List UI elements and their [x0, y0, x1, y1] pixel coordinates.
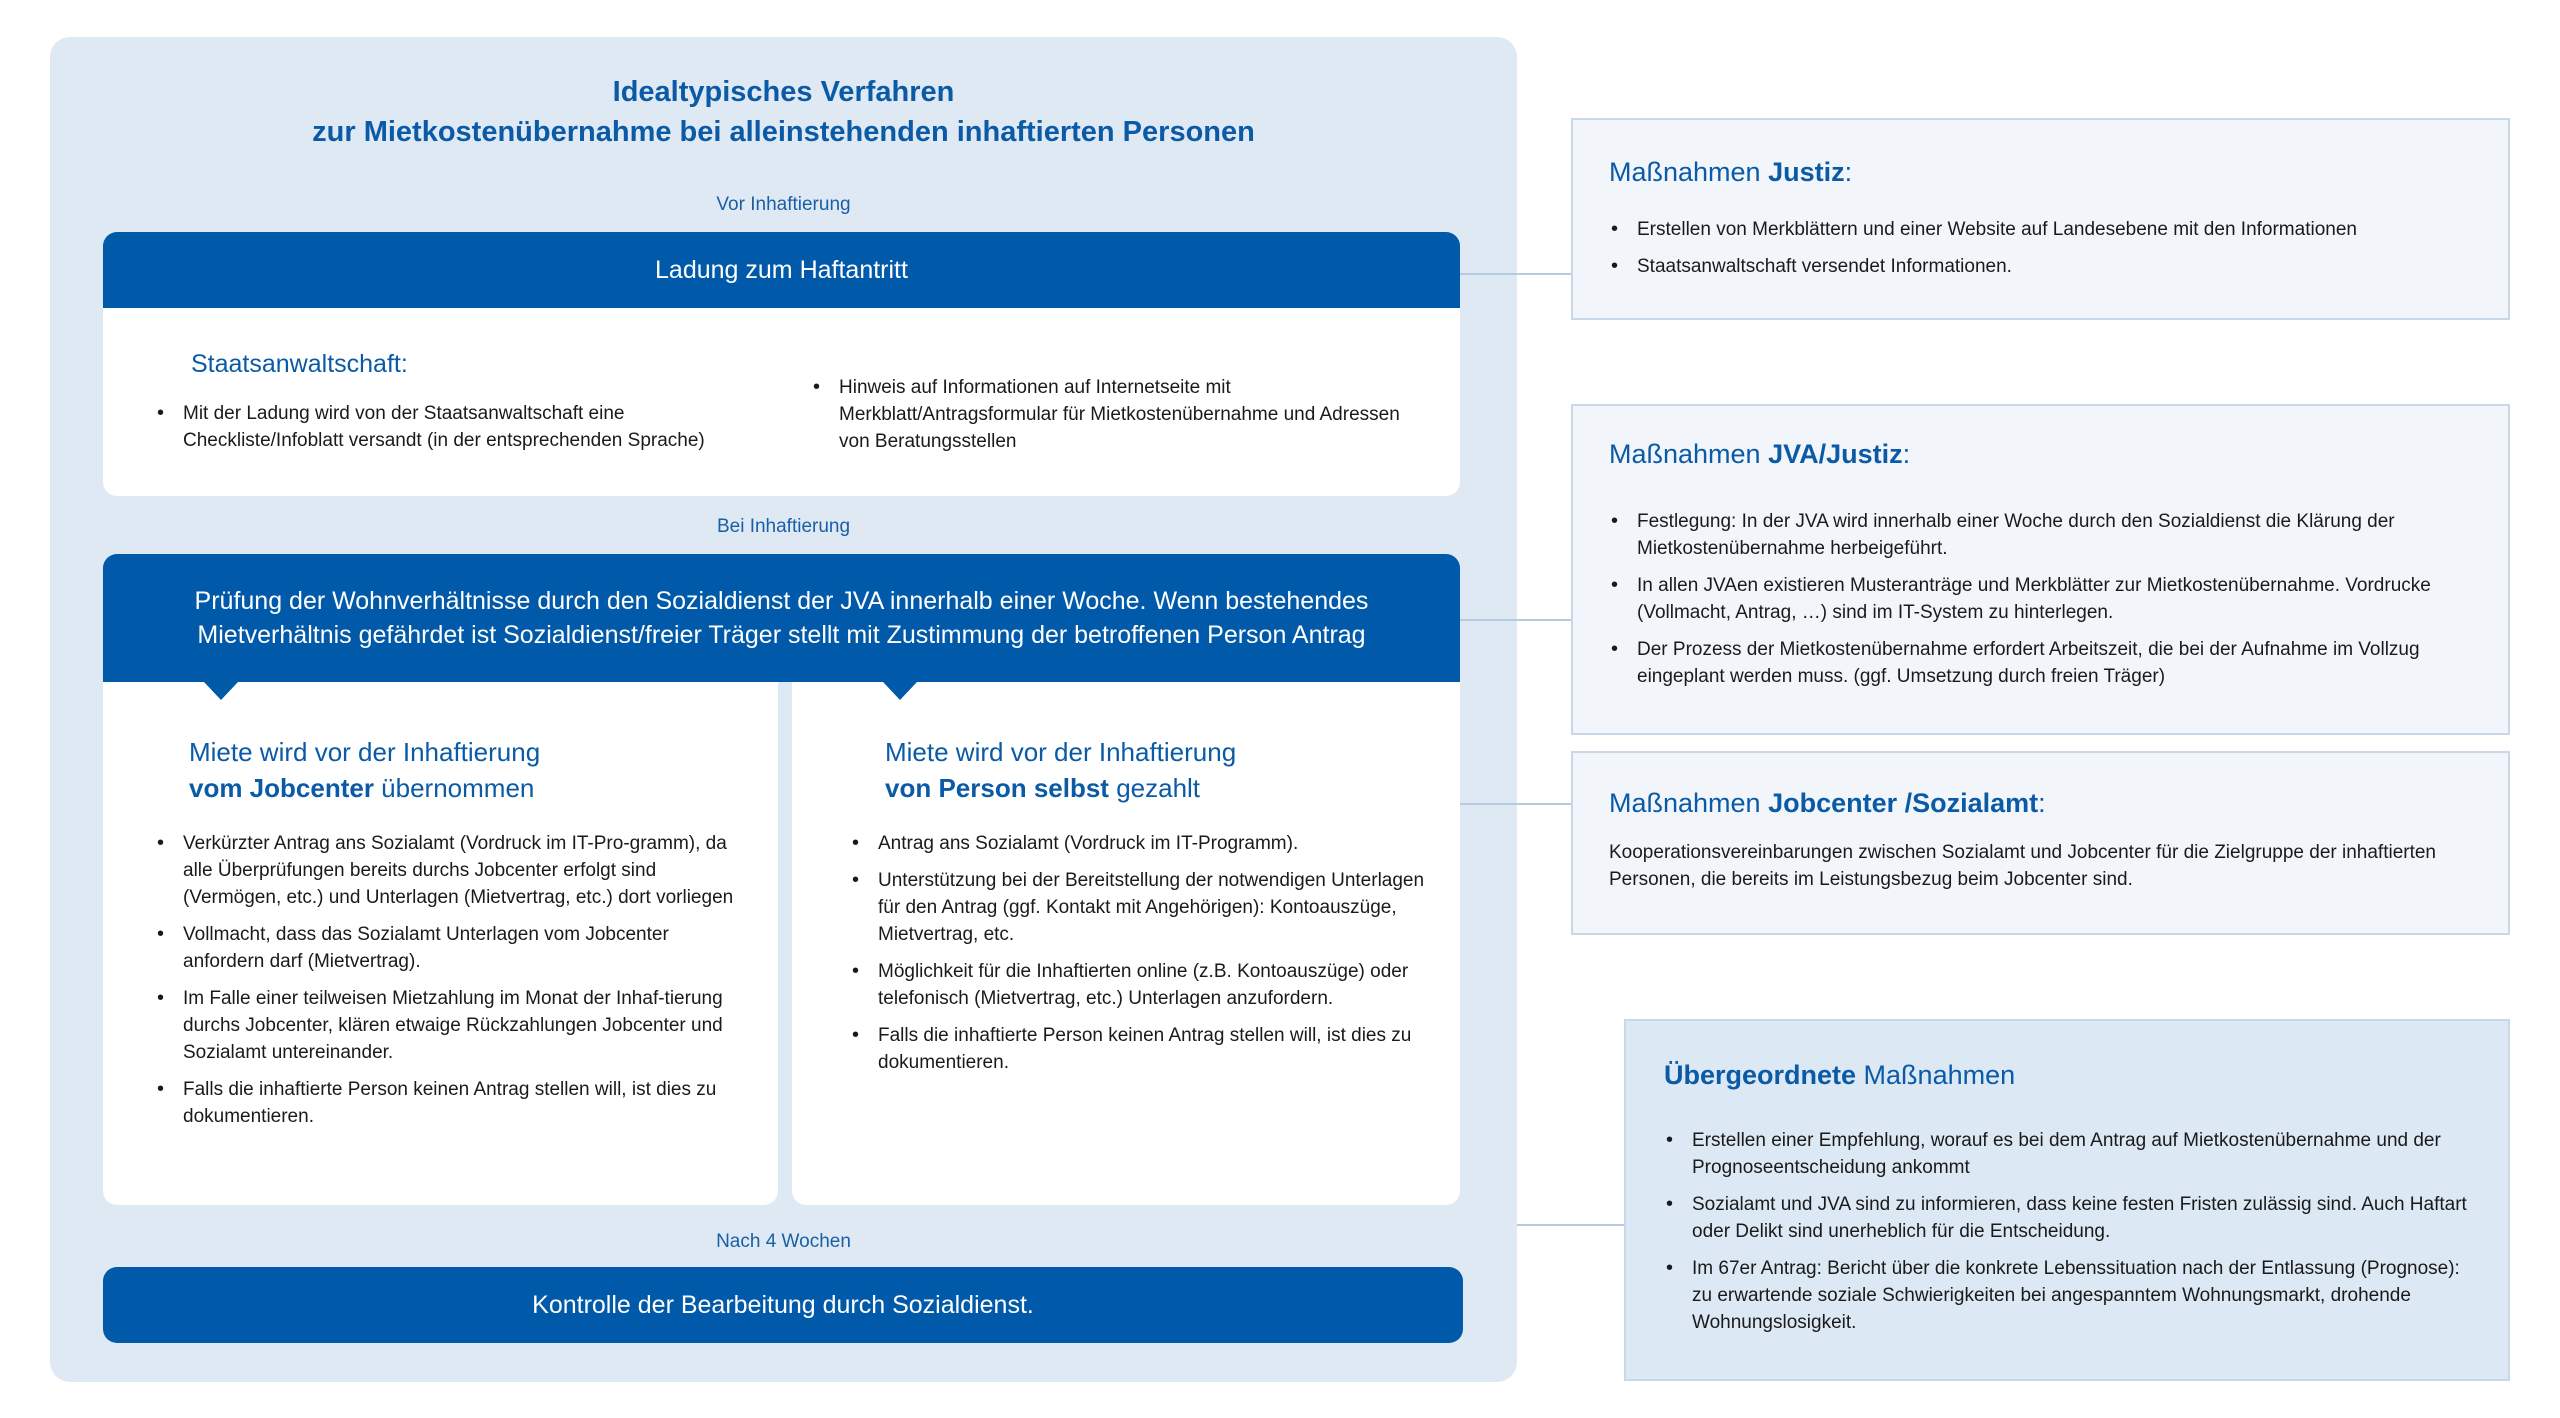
staatsanwaltschaft-left-list [155, 400, 775, 464]
list-item: • Der Prozess der Mietkostenübernahme erfordert Arbeitszeit, die bei der Aufnahme im Vollzug eingeplant werden muss. (ggf. Umsetzung durch freien Träger) [1609, 636, 2472, 690]
list-item: • Antrag ans Sozialamt (Vordruck im IT-Programm). [850, 830, 1430, 857]
phase-label-vor-inhaftierung: Vor Inhaftierung [716, 194, 851, 215]
list-item: • Hinweis auf Informationen auf Internetseite mit Merkblatt/Antragsformular für Mietkostenübernahme und Adressen von Beratungsstellen [811, 374, 1411, 455]
jva-heading-prefix: Maßnahmen [1609, 439, 1769, 469]
box-uebergeordnete-massnahmen [1624, 1019, 2510, 1381]
connector-line [1517, 1224, 1624, 1226]
card-staatsanwaltschaft [103, 308, 1460, 496]
list-item: • Verkürzter Antrag ans Sozialamt (Vordruck im IT-Pro-gramm), da alle Überprüfungen bereits durchs Jobcenter erfolgt sind (Vermögen, etc.) und Unterlagen (Mietvertrag, etc.) dort vorliegen [155, 830, 735, 911]
jva-list [1609, 508, 2472, 690]
list-item: • Festlegung: In der JVA wird innerhalb einer Woche durch den Sozialdienst die Klärung der Mietkostenübernahme herbeigeführt. [1609, 508, 2472, 562]
branch-jobcenter-heading [189, 734, 540, 806]
phase-label-bei-inhaftierung: Bei Inhaftierung [716, 516, 851, 537]
uebergeordnet-heading-bold: Übergeordnete [1664, 1060, 1857, 1090]
branch-person-list [850, 830, 1430, 1086]
uebergeordnet-heading [1664, 1057, 2470, 1093]
list-item: • Erstellen einer Empfehlung, worauf es bei dem Antrag auf Mietkostenübernahme und der Prognoseentscheidung ankommt [1664, 1127, 2470, 1181]
jva-heading-suffix: : [1902, 439, 1911, 469]
list-item: • Erstellen von Merkblättern und einer Website auf Landesebene mit den Informationen [1609, 216, 2472, 243]
connector-line [1460, 619, 1571, 621]
jobcenter-heading-bold: Jobcenter /Sozialamt [1768, 788, 2039, 818]
box-massnahmen-jva-justiz [1571, 404, 2510, 735]
uebergeordnet-heading-suffix: Maßnahmen [1856, 1060, 2016, 1090]
list-item: • Falls die inhaftierte Person keinen Antrag stellen will, ist dies zu dokumentieren. [155, 1076, 735, 1130]
list-item: • Möglichkeit für die Inhaftierten online (z.B. Kontoauszüge) oder telefonisch (Mietvertrag, etc.) Unterlagen anzufordern. [850, 958, 1430, 1012]
justiz-heading-prefix: Maßnahmen [1609, 157, 1769, 187]
step-pruefung-line-2: Mietverhältnis gefährdet ist Sozialdienst/freier Träger stellt mit Zustimmung der betroffenen Person Antrag [197, 621, 1366, 649]
step-ladung-text: Ladung zum Haftantritt [655, 255, 908, 284]
branch-person-heading [885, 734, 1236, 806]
branch-jobcenter-heading-line-2 [189, 770, 540, 806]
justiz-heading [1609, 154, 2472, 190]
phase-label-nach-4-wochen: Nach 4 Wochen [716, 1231, 851, 1252]
branch-jobcenter-heading-rest: übernommen [373, 773, 535, 803]
list-item: • Im Falle einer teilweisen Mietzahlung im Monat der Inhaf-tierung durchs Jobcenter, klären etwaige Rückzahlungen Jobcenter und Sozialamt untereinander. [155, 985, 735, 1066]
jobcenter-heading-suffix: : [2038, 788, 2046, 818]
card-branch-person-selbst [792, 682, 1460, 1205]
page-title [50, 72, 1517, 152]
title-line-1: Idealtypisches Verfahren [612, 76, 955, 108]
list-item: • In allen JVAen existieren Musteranträge und Merkblätter zur Mietkostenübernahme. Vordrucke (Vollmacht, Antrag, …) sind im IT-System zu hinterlegen. [1609, 572, 2472, 626]
list-item: • Staatsanwaltschaft versendet Informationen. [1609, 253, 2472, 280]
uebergeordnet-list [1664, 1127, 2470, 1336]
list-item: • Im 67er Antrag: Bericht über die konkrete Lebenssituation nach der Entlassung (Prognose): zu erwartende soziale Schwierigkeiten bei angespanntem Wohnungsmarkt, drohende Wohnungslosigkeit. [1664, 1255, 2470, 1336]
jva-heading [1609, 436, 2472, 472]
branch-person-heading-line-1: Miete wird vor der Inhaftierung [885, 737, 1237, 767]
step-pruefung-line-1: Prüfung der Wohnverhältnisse durch den Sozialdienst der JVA innerhalb einer Woche. Wenn bestehendes [194, 587, 1369, 615]
box-massnahmen-justiz [1571, 118, 2510, 320]
jva-heading-bold: JVA/Justiz [1768, 439, 1903, 469]
list-item: • Vollmacht, dass das Sozialamt Unterlagen vom Jobcenter anfordern darf (Mietvertrag). [155, 921, 735, 975]
step-pruefung-wohnverhaeltnisse [103, 554, 1460, 682]
jobcenter-heading [1609, 785, 2472, 821]
branch-person-heading-rest: gezahlt [1108, 773, 1201, 803]
step-kontrolle-bearbeitung [103, 1267, 1463, 1343]
list-item: • Mit der Ladung wird von der Staatsanwaltschaft eine Checkliste/Infoblatt versandt (in der entsprechenden Sprache) [155, 400, 775, 454]
jobcenter-text: Kooperationsvereinbarungen zwischen Sozialamt und Jobcenter für die Zielgruppe der inhaftierten Personen, die bereits im Leistungsbezug beim Jobcenter sind. [1609, 842, 2437, 890]
jobcenter-heading-prefix: Maßnahmen [1609, 788, 1769, 818]
staatsanwaltschaft-right-list [811, 374, 1411, 465]
justiz-heading-bold: Justiz [1768, 157, 1845, 187]
list-item: • Falls die inhaftierte Person keinen Antrag stellen will, ist dies zu dokumentieren. [850, 1022, 1430, 1076]
step-kontrolle-text: Kontrolle der Bearbeitung durch Sozialdienst. [532, 1290, 1034, 1319]
branch-jobcenter-heading-line-1: Miete wird vor der Inhaftierung [189, 737, 541, 767]
card-heading-staatsanwaltschaft: Staatsanwaltschaft: [191, 350, 408, 378]
step-ladung-haftantritt [103, 232, 1460, 308]
branch-person-heading-line-2 [885, 770, 1236, 806]
card-branch-jobcenter [103, 682, 778, 1205]
justiz-heading-suffix: : [1844, 157, 1853, 187]
arrow-down-icon [883, 682, 917, 700]
branch-person-heading-bold: von Person selbst [885, 773, 1109, 803]
branch-jobcenter-list [155, 830, 735, 1140]
arrow-down-icon [204, 682, 238, 700]
justiz-list [1609, 216, 2472, 280]
list-item: • Sozialamt und JVA sind zu informieren, dass keine festen Fristen zulässig sind. Auch Haftart oder Delikt sind unerheblich für die Entscheidung. [1664, 1191, 2470, 1245]
connector-line [1460, 273, 1571, 275]
connector-line [1460, 803, 1571, 805]
title-line-2: zur Mietkostenübernahme bei alleinstehenden inhaftierten Personen [312, 116, 1255, 148]
branch-jobcenter-heading-bold: vom Jobcenter [189, 773, 374, 803]
box-massnahmen-jobcenter-sozialamt [1571, 751, 2510, 935]
list-item: • Unterstützung bei der Bereitstellung der notwendigen Unterlagen für den Antrag (ggf. Kontakt mit Angehörigen): Kontoauszüge, Mietvertrag, etc. [850, 867, 1430, 948]
